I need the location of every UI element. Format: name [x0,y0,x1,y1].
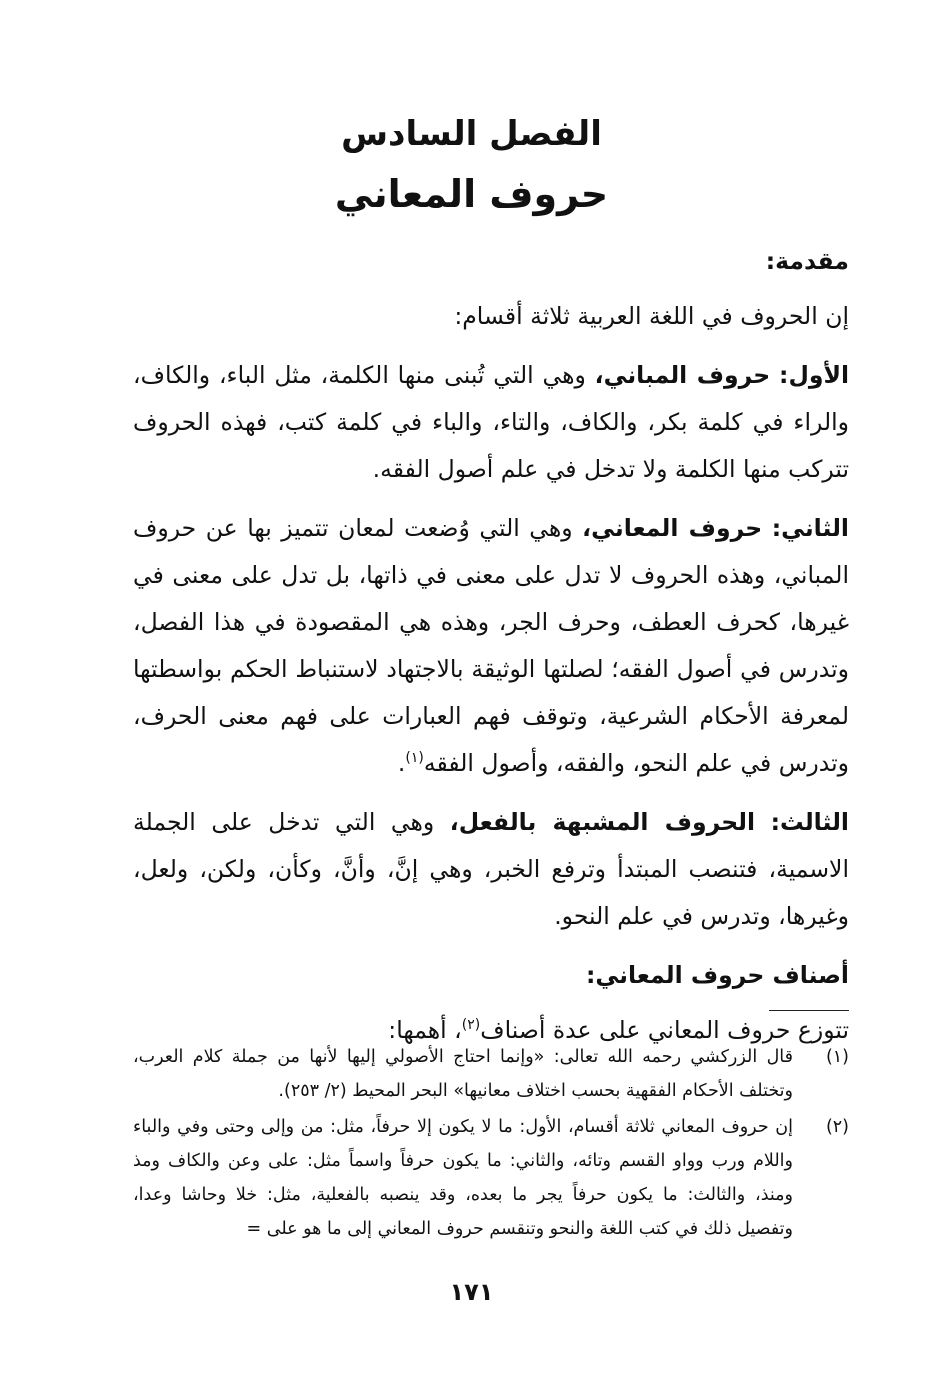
footnote-separator-line [769,1010,849,1011]
section-third-term: الحروف المشبهة بالفعل، [449,808,756,836]
page-number: ١٧١ [449,1278,494,1306]
intro-paragraph: إن الحروف في اللغة العربية ثلاثة أقسام: [454,302,849,330]
section-third [133,799,849,940]
footnote-2-number: (٢) [825,1117,849,1137]
section-third-lead: الثالث: [770,808,849,836]
main-text [133,238,849,1054]
footnote-1-text: قال الزركشي رحمه الله تعالى: «وإنما احتاج الأصولي إليها لأنها من جملة كلام العرب، وتختلف الأحكام الفقهية بحسب اختلاف معانيها» البحر المحيط (٢/ ٢٥٣). [133,1047,793,1101]
chapter-label: الفصل السادس [341,114,602,154]
intro-heading: مقدمة: [765,247,849,275]
footnote-2 [133,1110,849,1246]
footnote-ref-1[interactable]: (١) [405,750,424,766]
section-second-tail: . [397,749,406,777]
footnote-2-text: إن حروف المعاني ثلاثة أقسام، الأول: ما لا يكون إلا حرفاً، مثل: من وإلى وحتى وفي والباء واللام ورب وواو القسم وتائه، والثاني: ما يكون حرفاً واسماً مثل: على وعن والكاف ومذ ومنذ، والثالث: ما يكون حرفاً يجر ما بعده، وقد ينصبه بالفعلية، مثل: خلا وحاشا وعدا، وتفصيل ذلك في كتب اللغة والنحو وتنقسم حروف المعاني إلى ما هو على = [133,1117,793,1239]
section-second [133,505,849,787]
section-first [133,352,849,493]
chapter-title: حروف المعاني [334,172,609,216]
footnote-1 [133,1040,849,1108]
types-heading: أصناف حروف المعاني: [585,961,849,989]
section-second-lead: الثاني: [771,514,849,542]
section-third-text: وهي التي تدخل على الجملة الاسمية، فتنصب المبتدأ وترفع الخبر، وهي إنَّ، وأنَّ، وكأن، ولكن، ولعل، وغيرها، وتدرس في علم النحو. [133,808,849,930]
section-second-term: حروف المعاني، [582,514,763,542]
types-text-after: ، أهمها: [388,1016,462,1044]
types-text-before: تتوزع حروف المعاني على عدة أصناف [480,1016,849,1044]
section-first-lead: الأول: [779,361,849,389]
footnote-1-number: (١) [825,1047,849,1067]
footnote-ref-2[interactable]: (٢) [461,1017,481,1033]
section-first-text: وهي التي تُبنى منها الكلمة، مثل الباء، والكاف، والراء في كلمة بكر، والكاف، والتاء، والباء في كلمة كتب، فهذه الحروف تتركب منها الكلمة ولا تدخل في علم أصول الفقه. [133,361,849,483]
section-second-text: وهي التي وُضعت لمعان تتميز بها عن حروف المباني، وهذه الحروف لا تدل على معنى في ذاتها، بل تدل على معنى في غيرها، كحرف العطف، وحرف الجر، وهذه هي المقصودة في هذا الفصل، وتدرس في أصول الفقه؛ لصلتها الوثيقة بالاجتهاد لاستنباط الحكم بواسطتها لمعرفة الأحكام الشرعية، وتوقف فهم العبارات على فهم معنى الحرف، وتدرس في علم النحو، والفقه، وأصول الفقه [133,514,849,777]
section-first-term: حروف المباني، [594,361,771,389]
footnotes [133,1040,849,1248]
